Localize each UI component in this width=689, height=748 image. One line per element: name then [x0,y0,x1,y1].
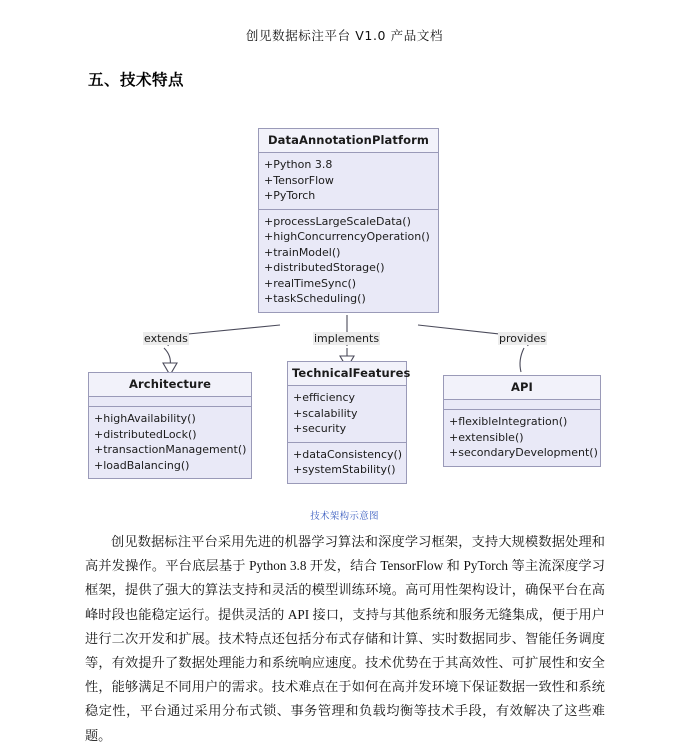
edge-provides-curve [520,348,524,372]
uml-method: +taskScheduling() [264,292,366,305]
uml-methods-compartment [259,210,438,312]
section-heading: 五、技术特点 [88,71,185,89]
uml-method: +distributedStorage() [264,261,385,274]
uml-class-data-annotation-platform[interactable] [258,128,439,313]
uml-class-technical-features[interactable] [287,361,411,484]
uml-method: +secondaryDevelopment() [449,446,598,459]
uml-class-api[interactable] [443,375,601,467]
uml-attributes-compartment [444,400,600,410]
uml-method: +systemStability() [293,463,396,476]
uml-attribute: +security [293,422,347,435]
uml-method: +loadBalancing() [94,458,190,472]
uml-class-title: TechnicalFeatures [288,362,406,386]
uml-method: +trainModel() [264,245,341,259]
uml-methods-compartment [89,407,251,478]
uml-method: +transactionManagement() [94,443,247,456]
uml-attribute: +PyTorch [264,189,316,202]
uml-attributes-compartment [259,153,438,210]
uml-method: +distributedLock() [94,427,197,441]
uml-class-diagram [0,120,689,495]
body-paragraph: 创见数据标注平台采用先进的机器学习算法和深度学习框架，支持大规模数据处理和高并发操作。平台底层基于 Python 3.8 开发，结合 TensorFlow 和 PyTorch 等主流深度学习框架，提供了强大的算法支持和灵活的模型训练环境。高可用性架构设计，确保平台在高峰时段也能稳定运行。提供灵活的 API 接口，支持与其他系统和服务无缝集成，便于用户进行二次开发和扩展。技术特点还包括分布式存储和计算、实时数据同步、智能任务调度等，有效提升了数据处理能力和系统响应速度。技术优势在于其高效性、可扩展性和安全性，能够满足不同用户的需求。技术难点在于如何在高并发环境下保证数据一致性和系统稳定性，平台通过采用分布式锁、事务管理和负载均衡等技术手段，有效解决了这些难题。 [85,534,605,743]
uml-method: +flexibleIntegration() [449,415,568,428]
uml-method: +processLargeScaleData() [264,214,411,228]
edge-label-implements: implements [314,332,380,345]
uml-methods-compartment [288,443,406,483]
uml-attribute: +TensorFlow [264,173,334,187]
uml-method: +dataConsistency() [293,447,403,461]
document-header: 创见数据标注平台 V1.0 产品文档 [245,28,444,43]
uml-attributes-compartment [288,386,406,443]
uml-attributes-compartment [89,397,251,407]
uml-attribute: +Python 3.8 [264,158,333,171]
uml-class-title: API [444,376,600,400]
uml-class-title: DataAnnotationPlatform [259,129,438,153]
uml-attribute: +efficiency [293,391,356,404]
uml-method: +highConcurrencyOperation() [264,230,430,243]
figure-caption: 技术架构示意图 [310,511,379,522]
uml-method: +extensible() [449,430,524,444]
uml-class-title: Architecture [89,373,251,397]
uml-class-architecture[interactable] [88,372,252,479]
uml-attribute: +scalability [293,406,358,420]
uml-method: +realTimeSync() [264,276,357,290]
uml-methods-compartment [444,410,600,466]
uml-method: +highAvailability() [94,412,196,425]
edge-label-extends: extends [144,332,188,345]
edge-label-provides: provides [499,332,547,345]
